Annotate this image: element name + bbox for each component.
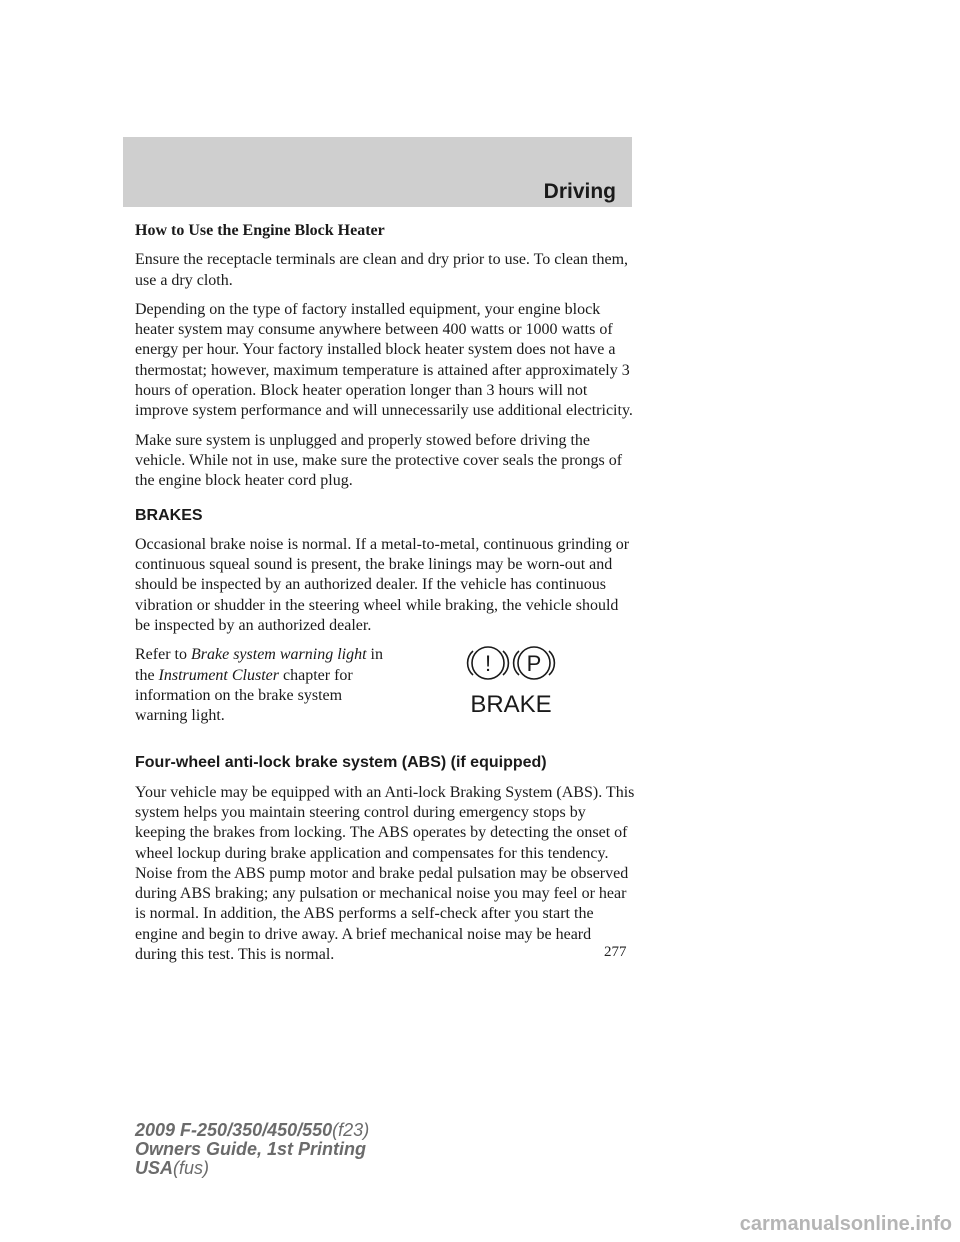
engine-block-heater-paragraph-2: Depending on the type of factory installed equipment, your engine block heater system may consume anywhere between 400 watts or 1000 watts of energy per hour. Your factory installed block heater system does not have a thermostat; however, maximum temperature is attained after approximately 3 hours of operation. Block heater operation longer than 3 hours will not improve system performance and will unnecessarily use additional electricity. xyxy=(135,300,633,420)
instrument-cluster-reference: Instrument Cluster xyxy=(158,666,279,684)
footer-guide: Owners Guide, 1st Printing xyxy=(135,1139,367,1159)
refer-mid: in the xyxy=(135,646,383,684)
abs-paragraph: Your vehicle may be equipped with an Anti-lock Braking System (ABS). This system helps you maintain steering control during emergency stops by keeping the brakes from locking. The ABS operates by detecting the onset of wheel lockup during brake application and compensates for this tendency. Noise from the ABS pump motor and brake pedal pulsation may be observed during ABS braking; any pulsation or mechanical noise you may feel or hear is normal. In addition, the ABS performs a self-check after you start the engine and begin to drive away. A brief mechanical noise may be heard during this test. This is normal. xyxy=(135,783,635,964)
brakes-paragraph: Occasional brake noise is normal. If a metal-to-metal, continuous grinding or continuous squeal sound is present, the brake linings may be worn-out and should be inspected by an authorized dealer. If the vehicle has continuous vibration or shudder in the steering wheel while braking, the vehicle should be inspected by an authorized dealer. xyxy=(135,535,630,635)
engine-block-heater-heading: How to Use the Engine Block Heater xyxy=(135,222,385,239)
section-title: Driving xyxy=(543,180,616,203)
brake-light-reference: Brake system warning light xyxy=(190,646,367,664)
brake-warning-reference xyxy=(135,645,635,739)
footer-model: 2009 F-250/350/450/550 xyxy=(135,1120,333,1140)
engine-block-heater-paragraph-1: Ensure the receptacle terminals are clean and dry prior to use. To clean them, use a dry cloth. xyxy=(135,251,629,289)
brakes-heading: BRAKES xyxy=(135,506,203,524)
site-watermark: carmanualsonline.info xyxy=(739,1213,952,1235)
footer-region: USA xyxy=(135,1158,174,1178)
section-header-band xyxy=(123,137,632,207)
parking-p-symbol: P xyxy=(526,651,542,677)
refer-suffix: chapter for information on the brake system warning light. xyxy=(135,666,353,725)
refer-prefix: Refer to xyxy=(135,646,191,664)
engine-block-heater-paragraph-3: Make sure system is unplugged and properly stowed before driving the vehicle. While not in use, make sure the protective cover seals the prongs of the engine block heater cord plug. xyxy=(135,431,623,490)
exclamation-symbol: ! xyxy=(484,651,492,677)
document-footer xyxy=(135,1121,369,1178)
brake-label: BRAKE xyxy=(470,691,552,719)
footer-model-code: (f23) xyxy=(332,1120,370,1140)
brake-warning-icon xyxy=(465,645,561,727)
abs-heading: Four-wheel anti-lock brake system (ABS) (if equipped) xyxy=(135,754,547,772)
brake-reference-text xyxy=(135,645,395,726)
page-number: 277 xyxy=(604,944,627,960)
footer-region-code: (fus) xyxy=(173,1158,210,1178)
page-content xyxy=(135,221,635,974)
